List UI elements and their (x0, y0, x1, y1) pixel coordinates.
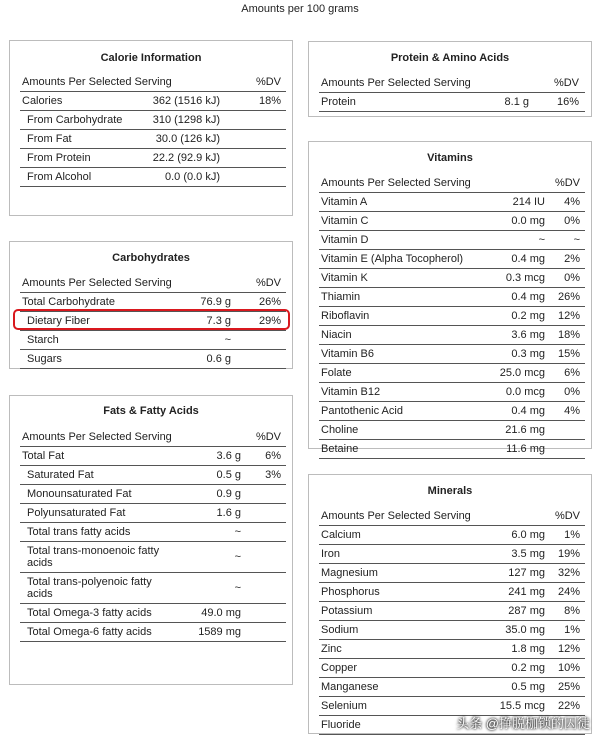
nutrient-amount: 8.1 g (504, 96, 529, 108)
nutrient-amount: 214 IU (512, 196, 545, 208)
nutrient-row (20, 542, 286, 573)
protein-amino-acids-panel (308, 41, 592, 117)
carbohydrates-panel (9, 241, 293, 369)
nutrient-daily-value: 8% (564, 605, 580, 617)
nutrient-row (20, 504, 286, 523)
nutrient-name: Dietary Fiber (27, 315, 90, 327)
nutrient-amount: 3.6 g (216, 450, 241, 462)
nutrient-row (20, 168, 286, 187)
nutrient-amount: 21.6 mg (505, 424, 545, 436)
nutrient-row (319, 526, 585, 545)
column-header-row (319, 74, 585, 93)
nutrient-amount: 0.5 mg (511, 681, 545, 693)
nutrient-amount: 0.4 mg (511, 405, 545, 417)
nutrient-row (319, 288, 585, 307)
nutrient-daily-value: 2% (564, 253, 580, 265)
nutrient-row (20, 523, 286, 542)
nutrient-name: Iron (321, 548, 340, 560)
nutrient-daily-value: 6% (265, 450, 281, 462)
nutrient-name: Polyunsaturated Fat (27, 507, 126, 519)
nutrient-name: Monounsaturated Fat (27, 488, 132, 500)
nutrient-amount: 0.6 g (206, 353, 231, 365)
nutrient-name: Total Fat (22, 450, 65, 462)
nutrient-name: Fluoride (321, 719, 361, 731)
fats-fatty-acids-header-label: Amounts Per Selected Serving (22, 431, 172, 443)
nutrient-name: Vitamin K (321, 272, 368, 284)
nutrient-amount: 0.2 mg (511, 662, 545, 674)
nutrient-row (319, 621, 585, 640)
nutrient-row (319, 440, 585, 459)
nutrient-name: Vitamin D (321, 234, 369, 246)
nutrient-amount: 11.6 mg (506, 443, 545, 455)
nutrient-name: Total Carbohydrate (22, 296, 115, 308)
fats-fatty-acids-title: Fats & Fatty Acids (103, 405, 199, 417)
nutrient-row (319, 564, 585, 583)
nutrient-daily-value: 19% (557, 548, 580, 560)
nutrient-daily-value: 26% (258, 296, 281, 308)
nutrient-daily-value: 1% (564, 529, 580, 541)
nutrient-name: Vitamin A (321, 196, 368, 208)
protein-amino-acids-header-label: Amounts Per Selected Serving (321, 77, 471, 89)
nutrient-row (20, 92, 286, 111)
nutrient-row (319, 250, 585, 269)
nutrient-amount: ~ (538, 234, 545, 246)
nutrient-amount: 6.0 mg (511, 529, 545, 541)
nutrient-daily-value: 0% (564, 272, 580, 284)
nutrient-row (319, 383, 585, 402)
nutrient-daily-value: 24% (557, 586, 580, 598)
nutrient-amount: 15.5 mcg (499, 700, 545, 712)
carbohydrates-title: Carbohydrates (112, 252, 190, 264)
nutrient-name: Total trans fatty acids (27, 526, 131, 538)
nutrient-amount: 310 (1298 kJ) (152, 114, 220, 126)
nutrient-row (20, 130, 286, 149)
nutrient-daily-value: 26% (557, 291, 580, 303)
nutrient-name: Zinc (321, 643, 342, 655)
nutrient-row (20, 111, 286, 130)
minerals-header-label: Amounts Per Selected Serving (321, 510, 471, 522)
nutrient-daily-value: 25% (557, 681, 580, 693)
nutrient-row (20, 331, 286, 350)
vitamins-panel (308, 141, 592, 455)
nutrient-amount: 127 mg (508, 567, 545, 579)
nutrient-amount: 3.6 mg (511, 329, 545, 341)
nutrient-daily-value: 4% (564, 405, 580, 417)
nutrient-amount: 1.8 mg (511, 643, 545, 655)
calorie-information-header-label: Amounts Per Selected Serving (22, 76, 172, 88)
nutrient-name: Vitamin E (Alpha Tocopherol) (321, 253, 464, 265)
nutrient-amount: 0.0 (0.0 kJ) (164, 171, 220, 183)
nutrient-row (20, 466, 286, 485)
nutrient-name: Starch (27, 334, 59, 346)
nutrient-daily-value: 12% (557, 643, 580, 655)
nutrient-daily-value: 22% (557, 700, 580, 712)
minerals-panel (308, 474, 592, 734)
carbohydrates-header-dv: %DV (255, 277, 281, 289)
nutrient-name: Thiamin (321, 291, 361, 303)
carbohydrates-header-label: Amounts Per Selected Serving (22, 277, 172, 289)
nutrient-amount: 241 mg (508, 586, 545, 598)
nutrient-row (319, 231, 585, 250)
nutrient-row (319, 345, 585, 364)
watermark: 头条 @挣脱枷锁的囚徒 (456, 716, 590, 731)
nutrient-daily-value: 18% (557, 329, 580, 341)
nutrient-amount: 1589 mg (198, 626, 241, 638)
protein-amino-acids-header-dv: %DV (553, 77, 579, 89)
calorie-information-header-dv: %DV (255, 76, 281, 88)
nutrient-daily-value: 32% (557, 567, 580, 579)
nutrient-name: Folate (321, 367, 352, 379)
nutrient-amount: 0.4 mg (511, 291, 545, 303)
nutrient-row (319, 678, 585, 697)
nutrient-daily-value: 1% (564, 624, 580, 636)
nutrient-name: Total Omega-6 fatty acids (27, 626, 152, 638)
nutrient-daily-value: 12% (557, 310, 580, 322)
nutrient-row (319, 640, 585, 659)
vitamins-header-label: Amounts Per Selected Serving (321, 177, 471, 189)
column-header-row (319, 174, 585, 193)
calorie-information-panel (9, 40, 293, 216)
nutrient-amount: 0.2 mg (511, 310, 545, 322)
nutrient-amount: 49.0 mg (201, 607, 241, 619)
nutrient-daily-value: ~ (573, 234, 580, 246)
nutrient-daily-value: 16% (556, 96, 579, 108)
nutrient-row (319, 326, 585, 345)
nutrient-row (20, 447, 286, 466)
nutrient-name: From Carbohydrate (27, 114, 123, 126)
nutrient-row (20, 623, 286, 642)
nutrient-row (319, 421, 585, 440)
column-header-row (20, 428, 286, 447)
nutrient-name: From Protein (27, 152, 91, 164)
nutrient-row (20, 485, 286, 504)
nutrient-name: Calories (22, 95, 63, 107)
nutrient-amount: 0.3 mg (511, 348, 545, 360)
fats-fatty-acids-header-dv: %DV (255, 431, 281, 443)
nutrient-amount: 76.9 g (200, 296, 231, 308)
nutrient-name: Magnesium (321, 567, 378, 579)
nutrient-amount: 0.3 mcg (505, 272, 545, 284)
nutrient-name: Total Omega-3 fatty acids (27, 607, 152, 619)
nutrient-name: Manganese (321, 681, 379, 693)
nutrient-name: Vitamin B6 (321, 348, 374, 360)
nutrient-name: Sodium (321, 624, 359, 636)
minerals-title: Minerals (427, 485, 473, 497)
nutrient-amount: ~ (234, 582, 241, 594)
dietary-fiber-highlight (13, 309, 290, 330)
nutrient-row (319, 545, 585, 564)
nutrient-amount: 7.3 g (206, 315, 231, 327)
nutrient-daily-value: 0% (564, 386, 580, 398)
nutrient-row (20, 573, 286, 604)
nutrient-row (319, 364, 585, 383)
nutrient-amount: 362 (1516 kJ) (152, 95, 220, 107)
nutrient-amount: 0.5 g (216, 469, 241, 481)
nutrient-name: Phosphorus (321, 586, 380, 598)
calorie-information-title: Calorie Information (100, 52, 202, 64)
nutrient-name: Total trans-monoenoic fatty acids (27, 545, 160, 569)
nutrient-name: Betaine (321, 443, 359, 455)
nutrient-row (20, 350, 286, 369)
nutrient-amount: 22.2 (92.9 kJ) (152, 152, 220, 164)
column-header-row (20, 73, 286, 92)
nutrient-amount: 35.0 mg (505, 624, 545, 636)
nutrient-row (319, 212, 585, 231)
nutrient-row (20, 149, 286, 168)
nutrient-name: Copper (321, 662, 358, 674)
nutrient-row (319, 602, 585, 621)
nutrient-name: From Alcohol (27, 171, 92, 183)
nutrient-row (319, 659, 585, 678)
nutrient-name: Selenium (321, 700, 367, 712)
nutrient-amount: 3.5 mg (511, 548, 545, 560)
nutrient-amount: ~ (224, 334, 231, 346)
nutrient-amount: 1.6 g (216, 507, 241, 519)
nutrient-daily-value: 6% (564, 367, 580, 379)
nutrient-amount: 0.0 mcg (505, 386, 545, 398)
nutrient-row (20, 604, 286, 623)
nutrient-name: Sugars (27, 353, 62, 365)
column-header-row (319, 507, 585, 526)
nutrient-row (319, 93, 585, 112)
nutrient-name: Vitamin B12 (321, 386, 381, 398)
nutrient-row (319, 307, 585, 326)
nutrient-amount: 0.4 mg (511, 253, 545, 265)
vitamins-title: Vitamins (427, 152, 473, 164)
nutrient-name: Niacin (321, 329, 352, 341)
nutrient-name: Pantothenic Acid (321, 405, 403, 417)
column-header-row (20, 274, 286, 293)
nutrient-amount: 0.9 g (216, 488, 241, 500)
nutrient-amount: 287 mg (508, 605, 545, 617)
nutrient-daily-value: 10% (557, 662, 580, 674)
nutrient-row (319, 402, 585, 421)
fats-fatty-acids-panel (9, 395, 293, 685)
nutrient-amount: 25.0 mcg (499, 367, 545, 379)
vitamins-header-dv: %DV (554, 177, 580, 189)
nutrient-row (319, 583, 585, 602)
nutrient-daily-value: 15% (557, 348, 580, 360)
nutrient-name: Calcium (321, 529, 361, 541)
nutrient-amount: ~ (234, 551, 241, 563)
nutrient-amount: 0.0 mg (511, 215, 545, 227)
nutrient-name: Riboflavin (321, 310, 370, 322)
nutrient-daily-value: 4% (564, 196, 580, 208)
nutrient-amount: 30.0 (126 kJ) (155, 133, 220, 145)
nutrient-amount: ~ (234, 526, 241, 538)
nutrient-name: Choline (321, 424, 359, 436)
nutrient-daily-value: 0% (564, 215, 580, 227)
nutrient-name: Vitamin C (321, 215, 369, 227)
nutrient-daily-value: 18% (258, 95, 281, 107)
nutrient-name: Total trans-polyenoic fatty acids (27, 576, 152, 600)
nutrient-name: Saturated Fat (27, 469, 94, 481)
protein-amino-acids-title: Protein & Amino Acids (390, 52, 510, 64)
nutrient-name: From Fat (27, 133, 72, 145)
nutrient-row (319, 269, 585, 288)
nutrient-name: Protein (321, 96, 356, 108)
nutrient-daily-value: 3% (265, 469, 281, 481)
nutrient-name: Potassium (321, 605, 373, 617)
nutrient-daily-value: 29% (258, 315, 281, 327)
nutrient-row (319, 193, 585, 212)
page-header: Amounts per 100 grams (241, 3, 359, 15)
minerals-header-dv: %DV (554, 510, 580, 522)
